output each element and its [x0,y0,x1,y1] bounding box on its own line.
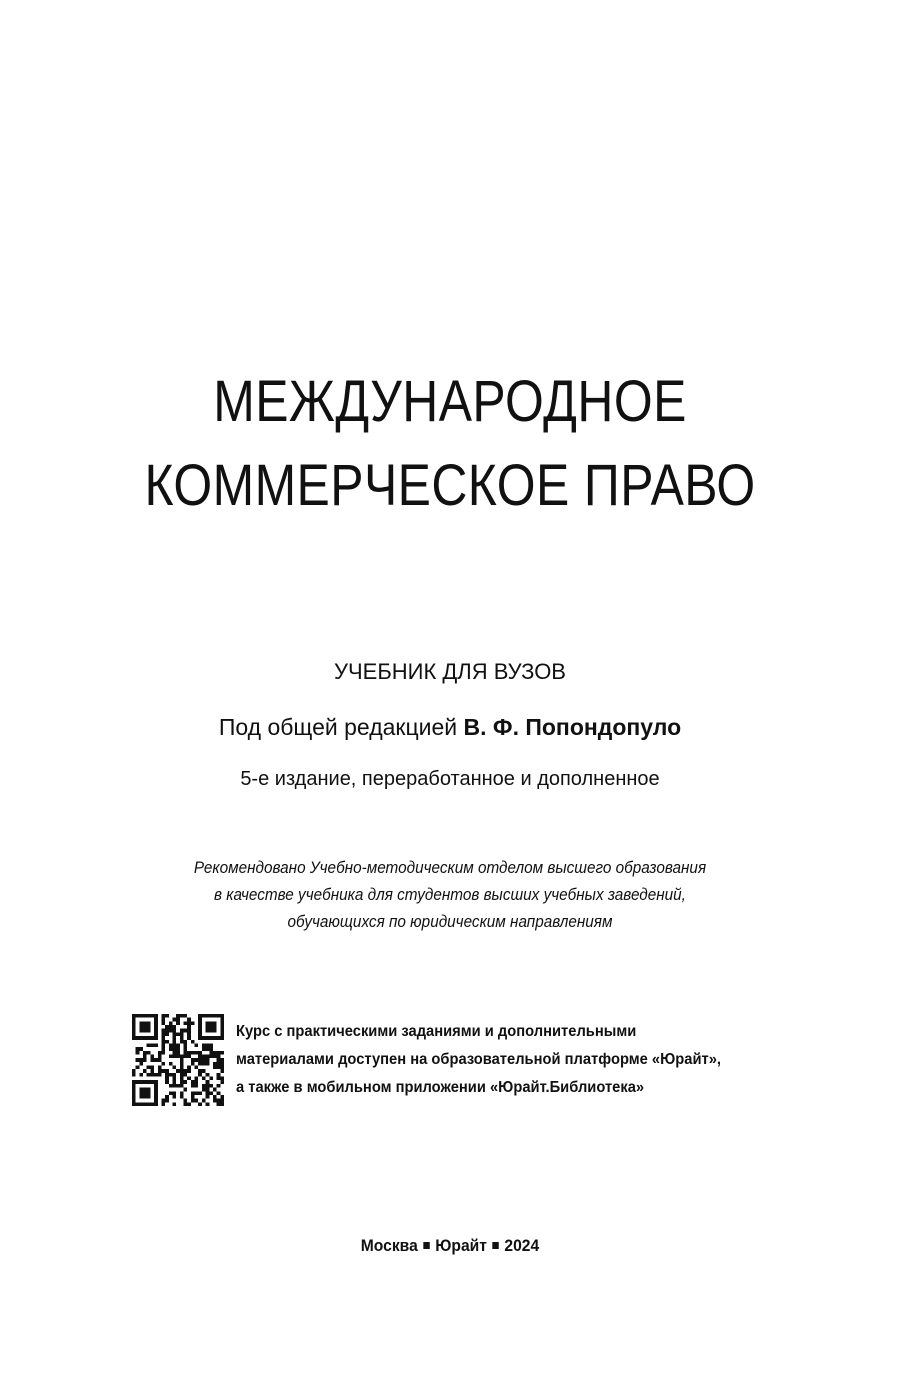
imprint-publisher: Юрайт [435,1236,487,1255]
imprint-city: Москва [360,1236,418,1255]
editor-line [0,712,900,742]
course-info [236,1018,721,1102]
recommendation-line-3: обучающихся по юридическим направлениям [287,912,613,931]
editor-name: В. Ф. Попондопуло [463,714,682,740]
imprint [36,1234,864,1258]
book-subtitle: УЧЕБНИК ДЛЯ ВУЗОВ [334,659,566,684]
book-title-line-2: КОММЕРЧЕСКОЕ ПРАВО [144,453,756,518]
book-title [63,360,837,528]
editor-prefix: Под общей редакцией [218,714,458,740]
edition-note: 5-е издание, переработанное и дополненное [240,768,660,790]
imprint-year: 2024 [504,1236,540,1255]
book-title-line-1: МЕЖДУНАРОДНОЕ [213,369,687,434]
recommendation-line-2: в качестве учебника для студентов высших учебных заведений, [214,885,686,904]
qr-code-icon[interactable] [132,1014,224,1106]
recommendation-line-1: Рекомендовано Учебно-методическим отделом высшего образования [193,858,707,877]
course-info-line-3: а также в мобильном приложении «Юрайт.Библиотека» [236,1079,645,1096]
separator-square-icon [423,1242,429,1249]
separator-square-icon [492,1242,498,1249]
recommendation-note [45,854,855,935]
course-info-line-1: Курс с практическими заданиями и дополнительными [236,1023,637,1040]
course-info-line-2: материалами доступен на образовательной платформе «Юрайт», [236,1051,721,1068]
